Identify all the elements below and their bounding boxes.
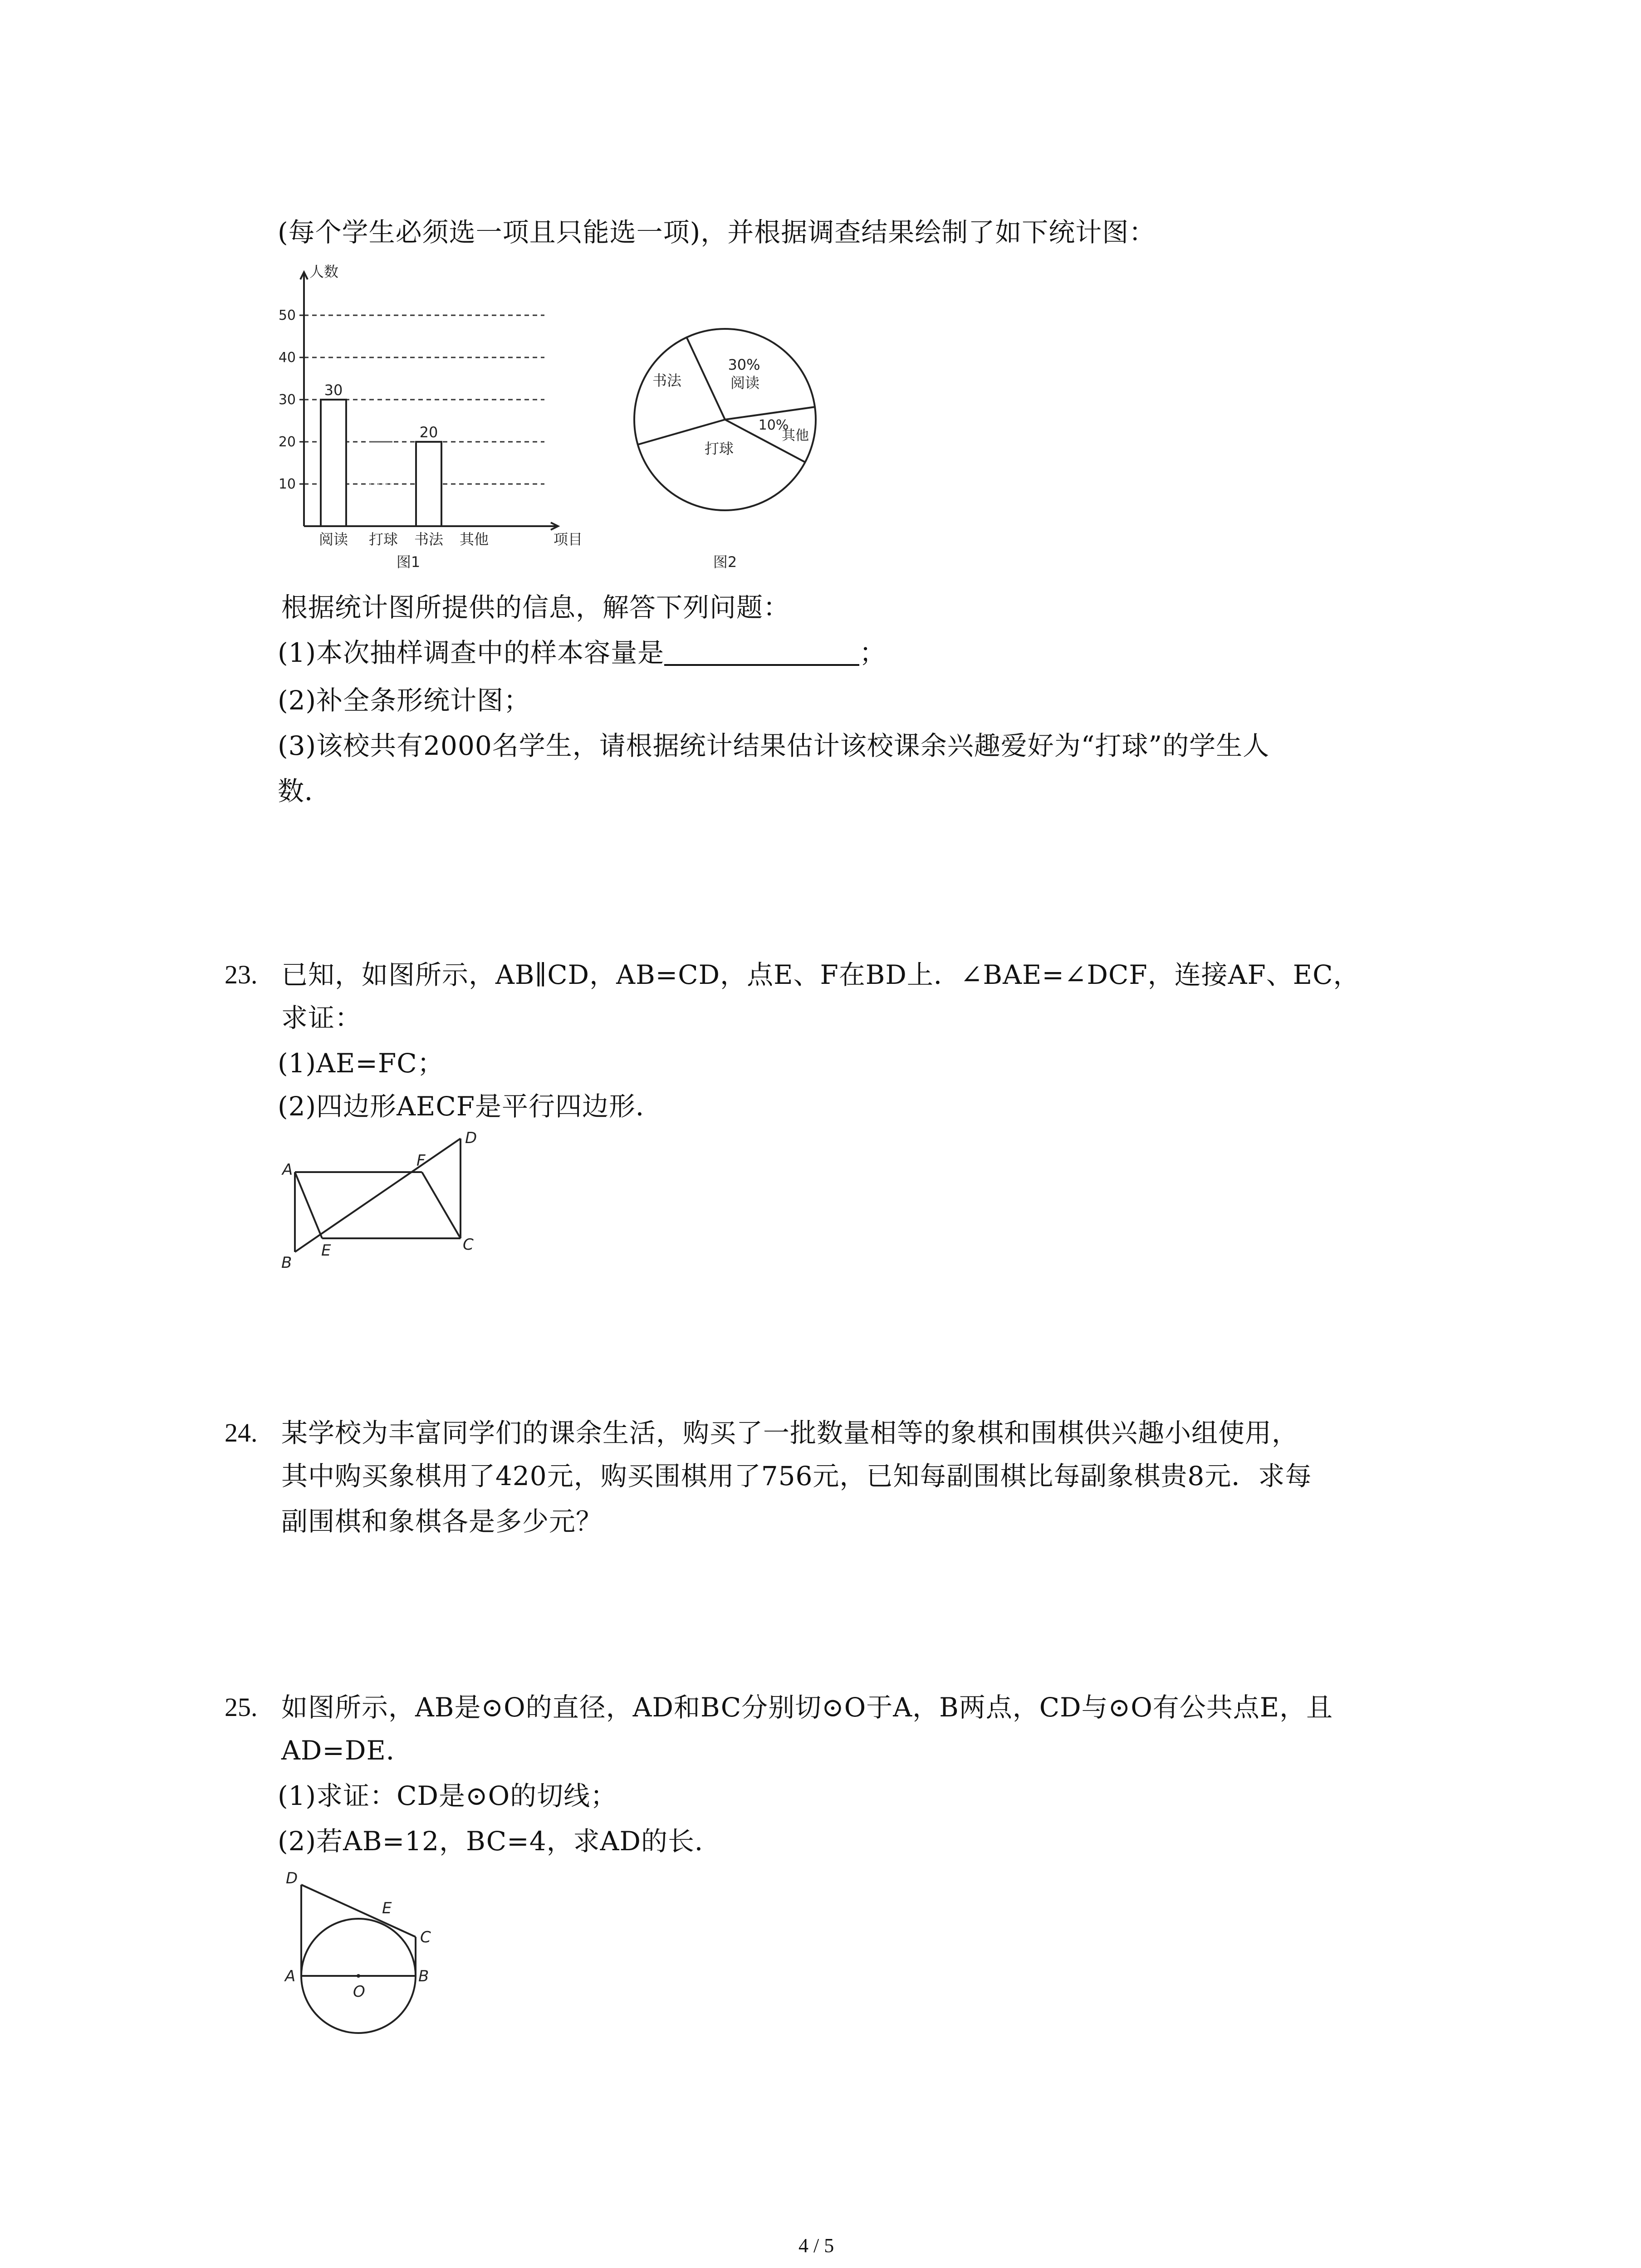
label-D: D [286, 1869, 298, 1887]
q23-part2: (2)四边形AECF是平行四边形． [278, 1091, 663, 1122]
slice-label: 阅读 [730, 374, 760, 391]
label-A: A [285, 1967, 296, 1985]
label-O: O [353, 1983, 365, 2001]
y-tick-label: 10 [278, 476, 296, 492]
q22-part1-text: (1)本次抽样调查中的样本容量是 [278, 637, 665, 668]
bar-value-label: 20 [419, 424, 438, 441]
q24-line1: 某学校为丰富同学们的课余生活，购买了一批数量相等的象棋和围棋供兴趣小组使用， [281, 1418, 1299, 1448]
x-axis-label: 项目 [554, 531, 583, 548]
segment-AE [295, 1172, 322, 1238]
q24-number: 24. [225, 1418, 258, 1447]
slice-percent-label: 10% [758, 417, 789, 433]
slice-percent-label: 30% [728, 356, 760, 373]
slice-label: 打球 [704, 440, 734, 457]
q23-part1: (1)AE=FC； [278, 1048, 444, 1079]
x-tick-label: 阅读 [318, 531, 348, 548]
q25-part1: (1)求证：CD是⊙O的切线； [278, 1780, 617, 1811]
intro-line: (每个学生必须选一项且只能选一项)，并根据调查结果绘制了如下统计图： [278, 217, 1156, 248]
q22-part1 [278, 637, 887, 668]
slice-label: 其他 [782, 428, 809, 444]
label-B: B [281, 1254, 292, 1272]
label-A: A [282, 1161, 293, 1179]
q25-figure [272, 1864, 463, 2046]
x-tick-label: 其他 [459, 531, 489, 548]
label-F: F [416, 1152, 426, 1170]
q23-line1: 已知，如图所示，AB∥CD，AB=CD，点E、F在BD上．∠BAE=∠DCF，连接AF、EC， [281, 959, 1360, 990]
bar [321, 400, 346, 526]
q25-line2: AD=DE． [281, 1735, 413, 1766]
bar-value-label: 30 [324, 381, 343, 399]
y-tick-label: 50 [278, 308, 296, 323]
q25-number: 25. [225, 1692, 258, 1722]
pie-chart [622, 259, 876, 585]
label-C: C [420, 1928, 431, 1946]
q24-line3: 副围棋和象棋各是多少元？ [281, 1506, 603, 1537]
label-E: E [382, 1899, 392, 1917]
segment-FC [422, 1172, 460, 1238]
q23-figure [272, 1129, 526, 1275]
y-axis-label: 人数 [309, 263, 339, 280]
q22-part2: (2)补全条形统计图； [278, 685, 531, 716]
answer-blank[interactable] [664, 641, 859, 666]
segment-DC [301, 1885, 416, 1937]
q22-part3-line1: (3)该校共有2000名学生，请根据统计结果估计该校课余兴趣爱好为“打球”的学生人 [278, 730, 1270, 761]
label-D: D [465, 1129, 477, 1147]
chart-caption: 图2 [713, 553, 737, 571]
x-tick-label: 打球 [368, 531, 398, 548]
q23-number: 23. [225, 960, 258, 989]
q25-part2: (2)若AB=12，BC=4，求AD的长． [278, 1826, 722, 1857]
y-tick-label: 30 [278, 392, 296, 408]
chart-caption: 图1 [396, 553, 421, 571]
q22-part1-end: ； [859, 637, 887, 668]
slice-label: 书法 [652, 372, 682, 389]
label-C: C [463, 1236, 474, 1254]
center-dot [357, 1974, 360, 1978]
q22-lead: 根据统计图所提供的信息，解答下列问题： [281, 592, 790, 623]
q23-line2: 求证： [281, 1002, 362, 1033]
page-number: 4 / 5 [798, 2234, 834, 2257]
q22-part3-line2: 数． [278, 776, 332, 807]
y-tick-label: 20 [278, 434, 296, 450]
y-tick-label: 40 [278, 350, 296, 366]
bar [416, 442, 441, 526]
label-B: B [418, 1967, 429, 1985]
x-tick-label: 书法 [414, 531, 444, 548]
q24-line2: 其中购买象棋用了420元，购买围棋用了756元，已知每副围棋比每副象棋贵8元．求每 [281, 1461, 1312, 1491]
label-E: E [321, 1242, 331, 1260]
q25-line1: 如图所示，AB是⊙O的直径，AD和BC分别切⊙O于A，B两点，CD与⊙O有公共点E，且 [281, 1692, 1333, 1723]
